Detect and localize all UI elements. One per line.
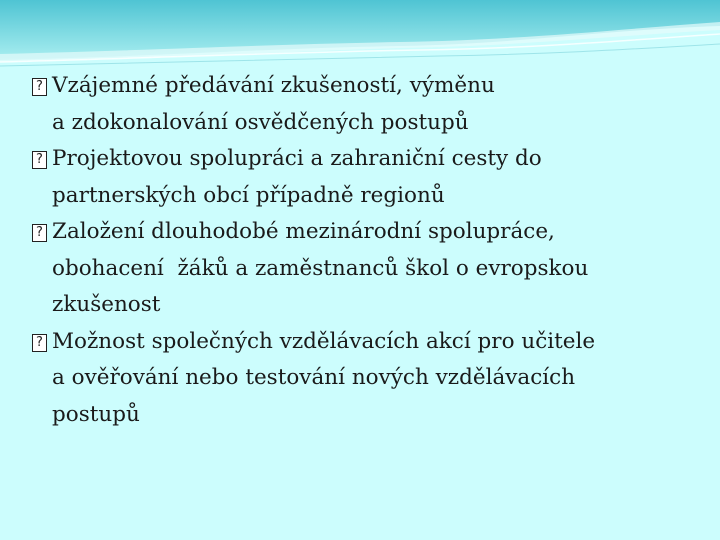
wave-header-decoration [0,0,720,72]
bullet-text: Vzájemné předávání zkušeností, výměnu a zdokonalování osvědčených postupů [52,73,495,135]
bullet-item-3 [30,214,710,324]
bullet-marker-icon: ? [32,78,47,96]
bullet-text: Založení dlouhodobé mezinárodní spolupráce, obohacení žáků a zaměstnanců škol o evropskou zkušenost [52,219,589,317]
bullet-text: Možnost společných vzdělávacích akcí pro učitele a ověřování nebo testování nových vzdělávacích postupů [52,328,596,427]
bullet-item-4 [30,324,710,434]
bullet-marker-icon: ? [32,334,47,352]
bullet-marker-icon: ? [32,151,47,169]
bullet-list [30,68,710,433]
bullet-item-2 [30,141,710,214]
bullet-item-1 [30,68,710,141]
bullet-marker-icon: ? [32,224,47,242]
bullet-text: Projektovou spolupráci a zahraniční cesty do partnerských obcí případně regionů [52,146,542,208]
